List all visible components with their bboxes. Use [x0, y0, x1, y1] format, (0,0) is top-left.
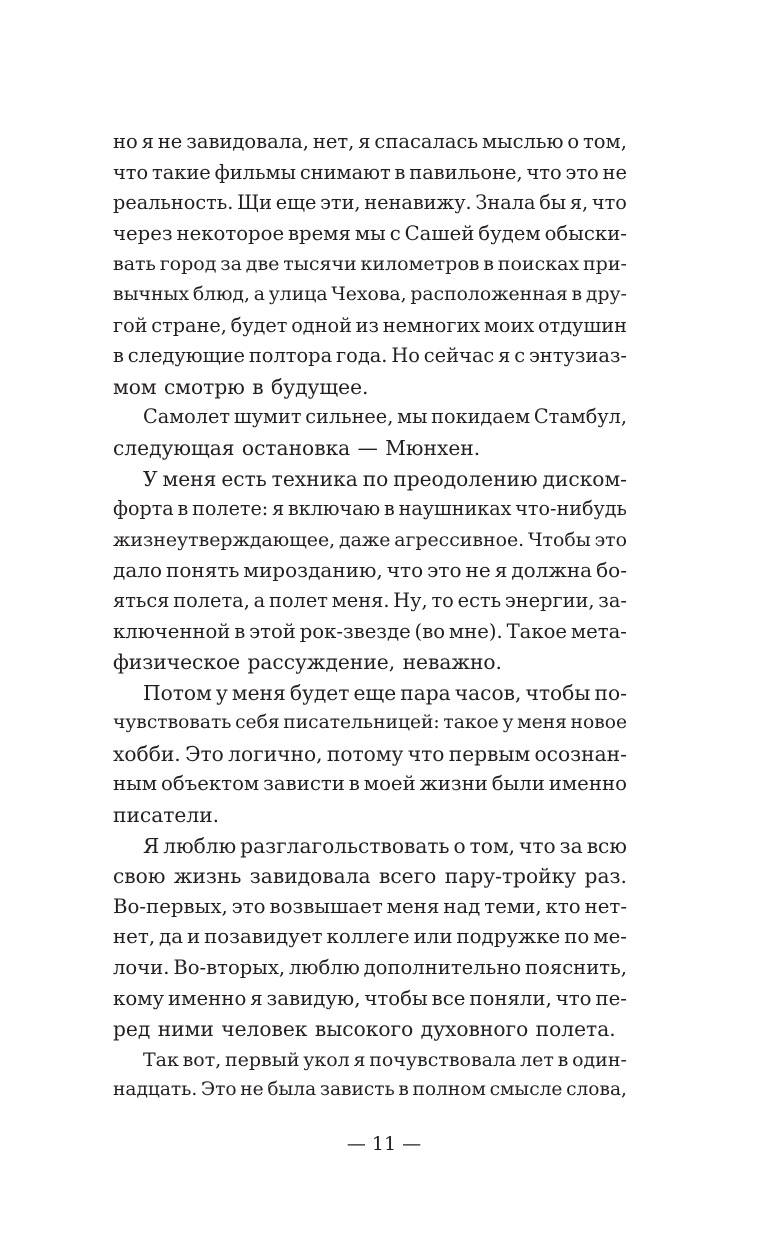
text-line: физическое рассуждение, неважно.	[113, 650, 502, 675]
text-line: хобби. Это логично, потому что первым осознан-	[113, 741, 627, 766]
text-line: форта в полете: я включаю в наушниках что-нибудь	[113, 497, 627, 521]
text-line: в следующие полтора года. Но сейчас я с энтузиаз-	[113, 344, 627, 368]
text-line: лочи. Во-вторых, люблю дополнительно пояснить,	[113, 956, 627, 980]
text-line: реальность. Щи еще эти, ненавижу. Знала бы я, что	[113, 191, 627, 215]
text-line: Самолет шумит сильнее, мы покидаем Стамбул,	[143, 405, 627, 429]
paragraph	[113, 402, 627, 463]
text-line: следующая остановка — Мюнхен.	[113, 435, 481, 460]
text-line: У меня есть техника по преодолению диском-	[143, 466, 627, 491]
text-line: Я люблю разглагольствовать о том, что за всю	[143, 833, 627, 858]
text-line: что такие фильмы снимают в павильоне, что это не	[113, 160, 627, 184]
text-line: Во-первых, это возвышает меня над теми, кто нет-	[113, 894, 627, 918]
paragraph	[113, 1045, 627, 1106]
text-line: Так вот, первый укол я почувствовала лет в один-	[143, 1048, 627, 1071]
body-text	[113, 127, 627, 1106]
text-line: яться полета, а полет меня. Ну, то есть энергии, за-	[113, 588, 627, 612]
text-line: свою жизнь завидовала всего пару-тройку раз.	[113, 864, 627, 889]
paragraph	[113, 464, 627, 678]
text-line: писатели.	[113, 803, 220, 828]
text-line: ным объектом зависти в моей жизни были именно	[113, 772, 627, 796]
text-line: мом смотрю в будущее.	[113, 374, 369, 399]
paragraph	[113, 127, 627, 402]
paragraph	[113, 831, 627, 1045]
page-number: — 11 —	[346, 1133, 422, 1155]
text-line: кому именно я завидую, чтобы все поняли, что пе-	[113, 986, 627, 1010]
text-line: чувствовать себя писательницей: такое у меня новое	[113, 712, 627, 734]
text-line: Потом у меня будет еще пара часов, чтобы по-	[143, 680, 627, 705]
text-line: гой стране, будет одной из немногих моих отдушин	[113, 313, 627, 337]
text-line: ключенной в этой рок-звезде (во мне). Такое мета-	[113, 619, 627, 643]
text-line: нет, да и позавидует коллеге или подружке по ме-	[113, 925, 627, 949]
text-line: ред ними человек высокого духовного полета.	[113, 1017, 616, 1042]
text-line: вычных блюд, а улица Чехова, расположенная в дру-	[113, 283, 627, 305]
text-line: жизнеутверждающее, даже агрессивное. Чтобы это	[113, 528, 627, 551]
text-line: надцать. Это не была зависть в полном смысле слова,	[113, 1079, 627, 1101]
text-line: вать город за две тысячи километров в поисках при-	[113, 253, 627, 276]
text-line: дало понять мирозданию, что это не я должна бо-	[113, 558, 627, 583]
paragraph	[113, 678, 627, 831]
text-line: но я не завидовала, нет, я спасалась мыслью о том,	[113, 130, 627, 153]
text-line: через некоторое время мы с Сашей будем обыски-	[113, 221, 627, 245]
